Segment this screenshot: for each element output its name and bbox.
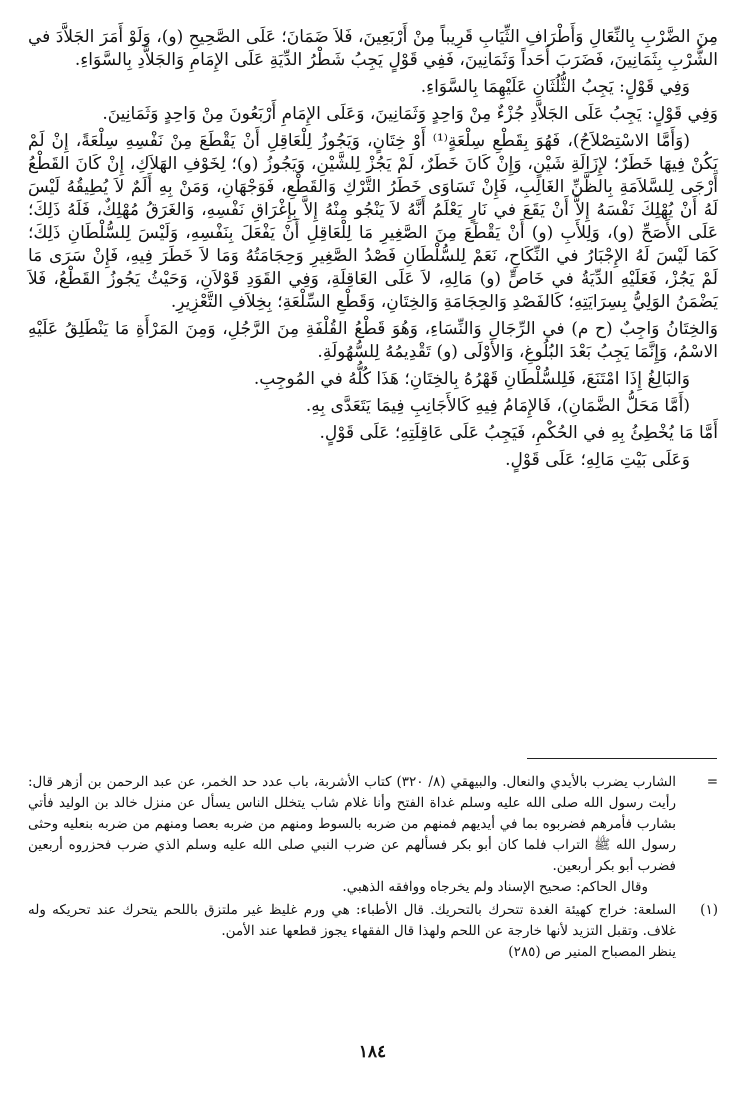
footnote-paragraph: الشارب يضرب بالأيدي والنعال. والبيهقي (٨/ ٣٢٠) كتاب الأشربة، باب عدد حد الخمر، عن عبد الرحمن بن أزهر قال: رأيت رسول الله صلى الله عليه وسلم غداة الفتح وأنا غلام شاب يتخلل الناس يسأل عن منزل خالد بن الوليد فأتي بشارب فأمرهم فضربوه بما في أيديهم فمنهم من ضربه بالسوط ومنهم من ضربه بعصا ومنهم من ضربه بنعليه وحثى رسول الله ﷺ التراب فلما كان أبو بكر فسألهم عن ضرب النبي صلى الله عليه وسلم الذي ضرب فحزروه أربعين فضرب أبو بكر أربعين. bbox=[28, 774, 677, 874]
paragraph: وَعَلَى بَيْتِ مَالِهِ؛ عَلَى قَوْلٍ. bbox=[505, 450, 690, 470]
footnote-marker: (١) bbox=[700, 902, 718, 918]
footnote-paragraph: السلعة: خراج كهيئة الغدة تتحرك بالتحريك. قال الأطباء: هي ورم غليظ غير ملتزق باللحم يتحرك عند تحريكه وله غلاف. وتقبل التزيد لأنها خارجة عن اللحم ولهذا قال الفقهاء يجوز قطعها عند الأمن. bbox=[28, 902, 676, 939]
footnote-marker: = bbox=[706, 774, 718, 790]
paragraph: (وَأَمَّا الاسْتِصْلاَحُ)، فَهُوَ بِقَطْعِ سِلْعَةٍ⁽¹⁾ أَوْ خِتَانٍ، وَيَجُوزُ لِلْعَاقِلِ أَنْ يَقْطَعَ مِنْ نَفْسِهِ سِلْعَةً، إِنْ لَمْ يَكُنْ فِيهَا خَطَرٌ؛ لإِزَالَةِ شَيْنٍ، وَإِنْ كَانَ خَطَرٌ، لَمْ يَجُزْ لِلشَّيْنِ، وَيَجُوزُ (و)؛ لِخَوْفِ الهَلاَكِ، إِنْ كَانَ القَطْعُ أَرْجَى لِلسَّلاَمَةِ بِالظَّنِّ الغَالِبِ، فَإِنْ تَسَاوَى خَطَرُ التَّرْكِ وَالقَطْعِ، فَوَجْهَانِ، وَمَنْ بِهِ أَلَمٌ لاَ يُطِيقُهُ لَيْسَ لَهُ أَنْ يُهْلِكَ نَفْسَهُ إِلاَّ أَنْ يَقَعَ في نَارٍ يَعْلَمُ أَنَّهُ لاَ يَنْجُو مِنْهُ إِلاَّ بِإِغْرَاقِ نَفْسِهِ، وَالغَرَقُ مُهْلِكٌ، فَلَهُ ذَلِكَ؛ عَلَى الأَصَحِّ (و)، وَلِلأَبِ (و) أَنْ يَقْطَعَ مِنَ الصَّغِيرِ مَا لِلْعَاقِلِ أَنْ يَفْعَلَ بِنَفْسِهِ، وَلَيْسَ لِلسُّلْطَانِ ذَلِكَ؛ كَمَا لَيْسَ لَهُ الإِجْبَارُ في النِّكَاحِ، نَعَمْ لِلسُّلْطَانِ فَصْدُ الصَّغِيرِ وَحِجَامَتُهُ وَمَا لاَ خَطَرَ فِيهِ، فَإِنْ سَرَى مَا لَمْ يَجُزْ، فَعَلَيْهِ الدِّيَةُ في خَاصٍّ (و) مَالِهِ، لاَ عَلَى العَاقِلَةِ، وَفِي القَوَدِ قَوْلاَنِ، وَحَيْثُ يَجُوزُ القَطْعُ، فَلاَ يَضْمَنُ الوَلِيُّ بِسِرَايَتِهِ؛ كَالفَصْدِ وَالحِجَامَةِ وَالخِتَانِ، وَقَطْعِ السِّلْعَةِ؛ بِخِلاَفِ التَّعْزِيرِ. bbox=[28, 131, 718, 312]
footnotes-block bbox=[28, 772, 718, 965]
footnote-1 bbox=[28, 900, 718, 963]
paragraph: وَفِي قَوْلٍ: يَجِبُ الثُّلُثَانِ عَلَيْهِمَا بِالسَّوَاءِ. bbox=[420, 77, 690, 97]
footnote-body bbox=[28, 772, 676, 898]
paragraph: أَمَّا مَا يُخْطِئُ بِهِ في الحُكْمِ، فَيَجِبُ عَلَى عَاقِلَتِهِ؛ عَلَى قَوْلٍ. bbox=[319, 423, 718, 443]
page-number: ١٨٤ bbox=[358, 1042, 387, 1062]
paragraph: وَفِي قَوْلٍ: يَجِبُ عَلَى الجَلاَّدِ جُزْءٌ مِنْ وَاحِدٍ وَثَمَانِينَ، وَعَلَى الإِمَامِ أَرْبَعُونَ مِنْ وَاحِدٍ وَثَمَانِينَ. bbox=[102, 104, 718, 124]
paragraph: وَالبَالِغُ إِذَا امْتَنَعَ، فَلِلسُّلْطَانِ قَهْرُهُ بِالخِتَانِ؛ هَذَا كُلُّهُ في المُوجِبِ. bbox=[253, 369, 690, 389]
paragraph: مِنَ الضَّرْبِ بِالنِّعَالِ وَأَطْرَافِ الثِّيَابِ قَرِيباً مِنْ أَرْبَعِينَ، فَلاَ ضَمَانَ؛ عَلَى الصَّحِيحِ (و)، وَلَوْ أَمَرَ الجَلاَّدَ في الشُّرْبِ بِثَمَانِينَ، فَضَرَبَ أَحَداً وَثَمَانِينَ، فَفِي قَوْلٍ يَجِبُ شَطْرُ الدِّيَةِ عَلَى الإِمَامِ وَالجَلاَّدِ بِالسَّوَاءِ. bbox=[28, 27, 718, 70]
paragraph: وَالخِتَانُ وَاجِبٌ (ح م) في الرِّجَالِ وَالنِّسَاءِ، وَهُوَ قَطْعُ القُلْفَةِ مِنَ الرَّجُلِ، وَمِنَ المَرْأَةِ مَا يَنْطَلِقُ عَلَيْهِ الاسْمُ، وَإِنَّمَا يَجِبُ بَعْدَ البُلُوغِ، وَالأَوْلَى (و) تَقْدِيمُهُ لِلسُّهُولَةِ. bbox=[28, 319, 718, 362]
footnote-divider bbox=[527, 758, 717, 759]
main-text-block bbox=[28, 26, 718, 476]
footnote-paragraph: وقال الحاكم: صحيح الإسناد ولم يخرجاه ووافقه الذهبي. bbox=[342, 879, 648, 895]
footnote-paragraph: ينظر المصباح المنير ص (٢٨٥) bbox=[508, 944, 676, 960]
footnote-body bbox=[28, 900, 676, 963]
footnote-continuation bbox=[28, 772, 718, 898]
paragraph: (أَمَّا مَحَلُّ الضَّمَانِ)، فَالإِمَامُ فِيهِ كَالأَجَانِبِ فِيمَا يَتَعَدَّى بِهِ. bbox=[305, 396, 690, 416]
